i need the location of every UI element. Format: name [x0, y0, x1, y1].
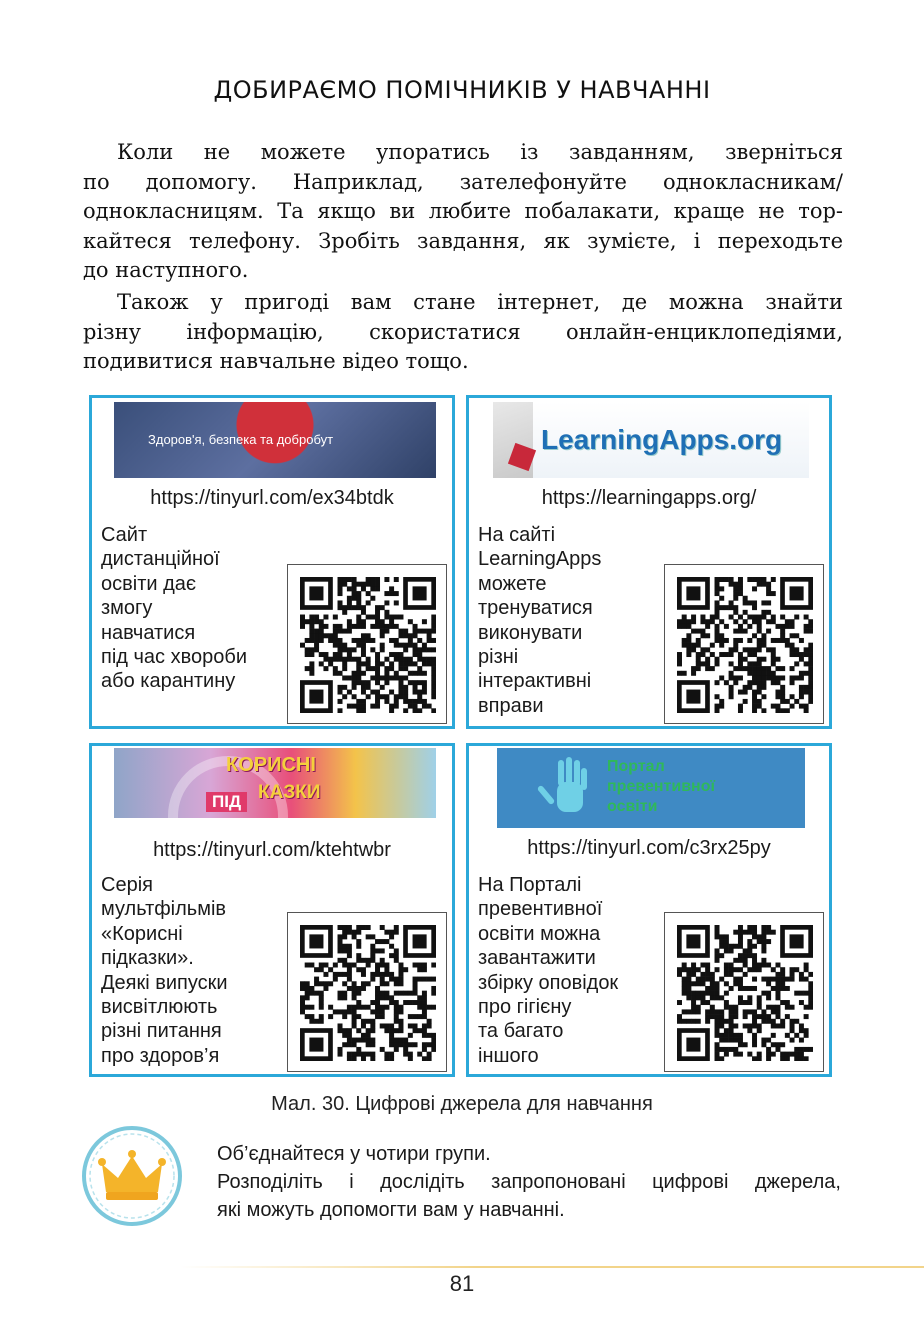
internet-paragraph: Також у пригоді вам стане інтернет, де можна знайти різну інформацію, скористатися онлайн-енциклопедіями, подивитися навчальне відео тощо.: [83, 290, 843, 373]
learningapps-banner-image: LearningApps.org: [493, 402, 809, 478]
resource-card-learningapps: [466, 395, 832, 729]
hand-icon: [533, 754, 603, 824]
card-description: Серія мультфільмів «Корисні підказки». Деякі випуски висвітлюють різні питання про здоров’я: [101, 874, 228, 1067]
group-task: Об’єднайтеся у чотири групи. Розподіліть і дослідіть запропоновані цифрові джерела, які можуть допомогти вам у навчанні.: [217, 1143, 841, 1221]
card-description: На сайті LearningApps можете тренуватися виконувати різні інтерактивні вправи: [478, 524, 602, 717]
qr-code[interactable]: [287, 564, 447, 724]
page-title: ДОБИРАЄМО ПОМІЧНИКІВ У НАВЧАННІ: [213, 76, 711, 104]
card-description: На Порталі превентивної освіти можна завантажити збірку оповідок про гігієну та багато іншого: [478, 874, 619, 1067]
card-url[interactable]: https://tinyurl.com/ex34btdk: [150, 487, 394, 509]
figure-caption: Мал. 30. Цифрові джерела для навчання: [271, 1093, 653, 1115]
qr-code-icon: [300, 925, 436, 1061]
portal-banner-image: Портал превентивної освіти: [497, 748, 805, 828]
qr-code-icon: [677, 577, 813, 713]
card-url[interactable]: https://tinyurl.com/c3rx25py: [527, 837, 771, 859]
qr-code[interactable]: [664, 564, 824, 724]
qr-code-icon: [300, 577, 436, 713]
resource-card-health: [89, 395, 455, 729]
card-url[interactable]: https://tinyurl.com/ktehtwbr: [153, 839, 391, 861]
crown-group-icon: [82, 1126, 182, 1226]
qr-code[interactable]: [287, 912, 447, 1072]
intro-paragraph: Коли не можете упоратись із завданням, зверніться по допомогу. Наприклад, зателефонуйте однокласникам/ однокласницям. Та якщо ви любите побалакати, краще не тор- кайтеся телефону. Зробіть завдання, як зумієте, і переходьте до наступного.: [83, 140, 843, 282]
card-url[interactable]: https://learningapps.org/: [541, 487, 757, 509]
footer-divider: [180, 1266, 924, 1268]
qr-code-icon: [677, 925, 813, 1061]
page-number: 81: [449, 1271, 475, 1296]
health-banner-image: Здоров'я, безпека та добробут: [114, 402, 436, 478]
qr-code[interactable]: [664, 912, 824, 1072]
cartoon-banner-image: КОРИСНІ ПІД КАЗКИ: [114, 748, 436, 818]
resource-card-prevention-portal: [466, 743, 832, 1077]
resource-card-cartoons: [89, 743, 455, 1077]
card-description: Сайт дистанційної освіти дає змогу навчатися під час хвороби або карантину: [101, 524, 247, 693]
